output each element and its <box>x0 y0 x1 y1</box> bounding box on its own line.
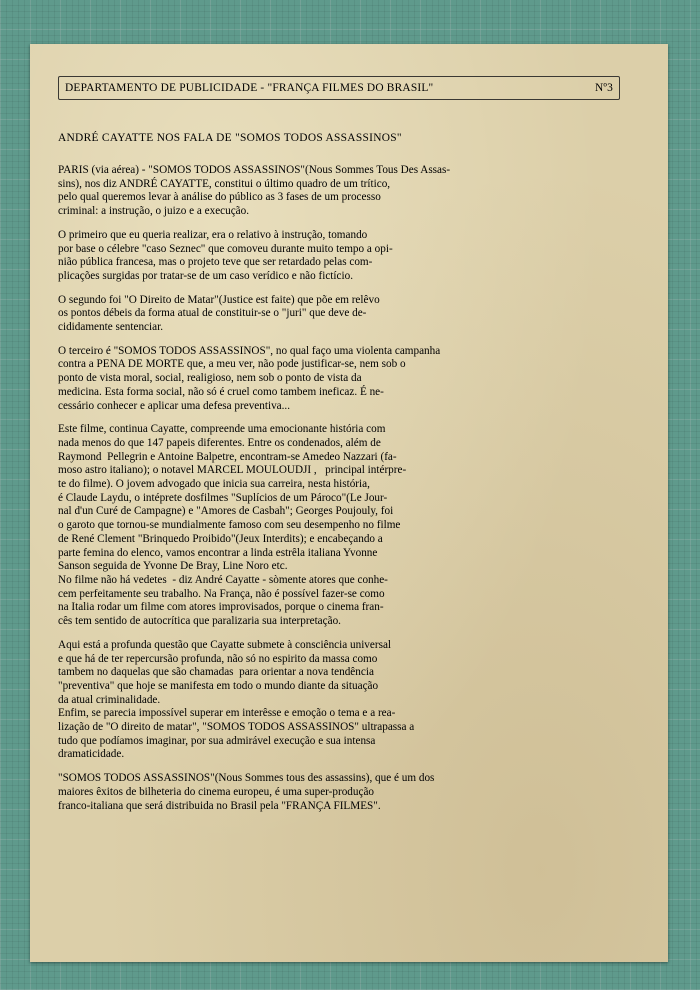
paragraph: Este filme, continua Cayatte, compreende uma emocionante história com nada menos do que 147 papeis diferentes. Entre os condenados, além de Raymond Pellegrin e Antoine Balpetre, encontram-se Amedeo Nazzari (fa- moso astro italiano); o notavel MARCEL MOULOUDJI , principal intérpre- te do filme). O jovem advogado que inicia sua carreira, nesta história, é Claude Laydu, o intéprete dosfilmes "Suplícios de um Pároco"(Le Jour- nal d'un Curé de Campagne) e "Amores de Casbah"; Georges Poujouly, foi o garoto que tornou-se mundialmente famoso com seu desempenho no filme de René Clement "Brinquedo Proibido"(Jeux Interdits); e encabeçando a parte femina do elenco, vamos encontrar a linda estrêla italiana Yvonne Sanson seguida de Yvonne De Bray, Line Noro etc. No filme não há vedetes - diz André Cayatte - sòmente atores que conhe- cem perfeitamente seu trabalho. Na França, não é possível fazer-se como na Italia rodar um filme com atores improvisados, porque o cinema fran- cês tem sentido de autocrítica que paralizaria sua interpretação. <box>58 423 407 628</box>
letterhead-box <box>58 76 620 100</box>
paragraph: O segundo foi "O Direito de Matar"(Justice est faite) que põe em relêvo os pontos débeis da forma atual de constituir-se o "juri" que deve de- cididamente sentenciar. <box>58 293 380 334</box>
paragraph: "SOMOS TODOS ASSASSINOS"(Nous Sommes tous des assassins), que é um dos maiores êxitos de bilheteria do cinema europeu, é uma super-produção franco-italiana que será distribuida no Brasil pela "FRANÇA FILMES". <box>58 772 435 812</box>
bulletin-number: Nº3 <box>594 82 613 94</box>
document-title: ANDRÉ CAYATTE NOS FALA DE "SOMOS TODOS ASSASSINOS" <box>58 132 402 144</box>
paragraph: O terceiro é "SOMOS TODOS ASSASSINOS", no qual faço uma violenta campanha contra a PENA DE MORTE que, a meu ver, não pode justificar-se, nem sob o ponto de vista moral, social, realigioso, nem sob o ponto de vista da medicina. Esta forma social, não só é cruel como tambem ineficaz. É ne- cessário conhecer e aplicar uma defesa preventiva... <box>58 344 441 412</box>
paragraph: O primeiro que eu queria realizar, era o relativo à instrução, tomando por base o célebre "caso Seznec" que comoveu durante muito tempo a opi- nião pública francesa, mas o projeto teve que ser retardado pelas com- plicações surgidas por tratar-se de um caso verídico e não fictício. <box>58 228 393 282</box>
document-body <box>58 164 618 823</box>
department-header: DEPARTAMENTO DE PUBLICIDADE - "FRANÇA FILMES DO BRASIL" <box>65 82 434 94</box>
paragraph: Aqui está a profunda questão que Cayatte submete à consciência universal e que há de ter repercursão profunda, não só no espirito da massa como tambem no daquelas que são chamadas para orientar a nova tendência "preventiva" que hoje se manifesta em todo o mundo diante da situação da atual criminalidade. Enfim, se parecia impossível superar em interêsse e emoção o tema e a rea- lização de "O direito de matar", "SOMOS TODOS ASSASSINOS" ultrapassa a tudo que podíamos imaginar, por sua admirável execução e sua intensa dramaticidade. <box>58 638 415 761</box>
paragraph: PARIS (via aérea) - "SOMOS TODOS ASSASSINOS"(Nous Sommes Tous Des Assas- sins), nos diz ANDRÉ CAYATTE, constitui o último quadro de um trítico, pelo qual queremos levar à análise do público as 3 fases de um processo criminal: a instrução, o juizo e a execução. <box>58 164 451 218</box>
